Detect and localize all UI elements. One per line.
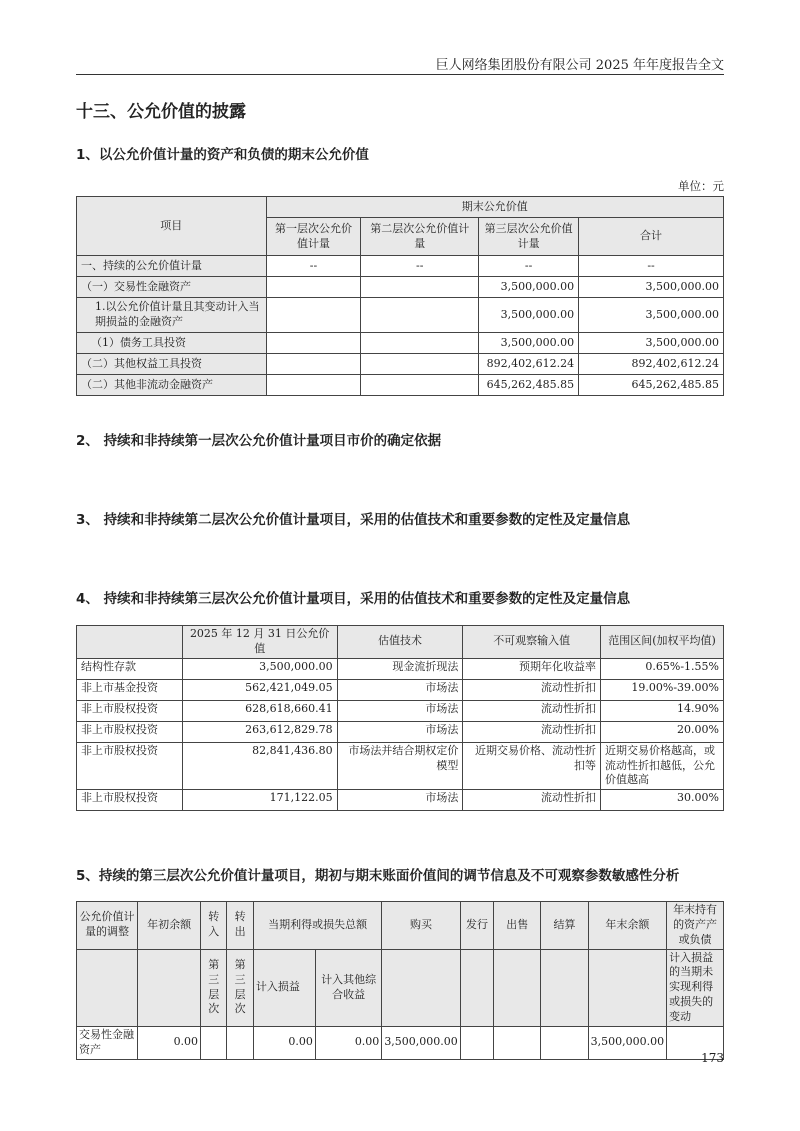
total-value: 3,500,000.00	[579, 333, 724, 354]
unobservable-input: 流动性折扣	[463, 721, 601, 742]
row-label: 非上市基金投资	[77, 679, 183, 700]
valuation-technique: 现金流折现法	[337, 658, 463, 679]
col-pl-oci: 计入其他综合收益	[315, 949, 381, 1026]
settle-value	[541, 1026, 588, 1059]
table-row	[77, 256, 724, 277]
fair-value: 562,421,049.05	[182, 679, 337, 700]
col-total: 合计	[579, 218, 724, 256]
col-buy: 购买	[382, 902, 460, 950]
row-label: 一、持续的公允价值计量	[77, 256, 267, 277]
blank-cell	[588, 949, 666, 1026]
col-l3: 第三层次公允价值计量	[479, 218, 579, 256]
in-value	[201, 1026, 227, 1059]
fair-value: 3,500,000.00	[182, 658, 337, 679]
row-label: 非上市股权投资	[77, 700, 183, 721]
sub2-title: 2、 持续和非持续第一层次公允价值计量项目市价的确定依据	[76, 433, 442, 449]
range-value: 0.65%-1.55%	[601, 658, 724, 679]
profit-value: 0.00	[253, 1026, 315, 1059]
table-row	[77, 333, 724, 354]
col-issue: 发行	[460, 902, 493, 950]
l2-value	[361, 333, 479, 354]
row-label: 结构性存款	[77, 658, 183, 679]
row-label: （二）其他非流动金融资产	[77, 375, 267, 396]
fair-value: 263,612,829.78	[182, 721, 337, 742]
col-pl-profit: 计入损益	[253, 949, 315, 1026]
unobservable-input: 流动性折扣	[463, 700, 601, 721]
section-title: 十三、公允价值的披露	[76, 102, 246, 122]
table-row	[77, 1026, 724, 1059]
header-rule	[76, 74, 724, 75]
l2-value	[361, 298, 479, 333]
valuation-technique-table	[76, 625, 724, 811]
valuation-technique: 市场法	[337, 700, 463, 721]
table-row	[77, 375, 724, 396]
unobservable-input: 近期交易价格、流动性折扣等	[463, 742, 601, 790]
l2-value	[361, 277, 479, 298]
range-value: 20.00%	[601, 721, 724, 742]
blank-cell	[541, 949, 588, 1026]
col-sell: 出售	[494, 902, 541, 950]
table-row	[77, 298, 724, 333]
fair-value: 82,841,436.80	[182, 742, 337, 790]
col-l2: 第二层次公允价值计量	[361, 218, 479, 256]
table-subheader-row	[77, 949, 724, 1026]
col-input: 不可观察输入值	[463, 626, 601, 659]
total-value: 892,402,612.24	[579, 354, 724, 375]
row-label: 1.以公允价值计量且其变动计入当期损益的金融资产	[77, 298, 267, 333]
range-value: 14.90%	[601, 700, 724, 721]
col-out-sub: 第三层次	[227, 949, 253, 1026]
row-label: （二）其他权益工具投资	[77, 354, 267, 375]
l1-value: --	[266, 256, 361, 277]
col-fv: 2025 年 12 月 31 日公允价值	[182, 626, 337, 659]
blank-cell	[138, 949, 201, 1026]
l1-value	[266, 298, 361, 333]
valuation-technique: 市场法	[337, 721, 463, 742]
range-value: 近期交易价格越高，或流动性折扣越低，公允价值越高	[601, 742, 724, 790]
blank-cell	[77, 949, 138, 1026]
sub5-title: 5、持续的第三层次公允价值计量项目，期初与期末账面价值间的调节信息及不可观察参数敏感性分析	[76, 868, 680, 884]
col-tech: 估值技术	[337, 626, 463, 659]
l2-value: --	[361, 256, 479, 277]
page-number: 173	[701, 1051, 724, 1065]
l3-value: 3,500,000.00	[479, 333, 579, 354]
buy-value: 3,500,000.00	[382, 1026, 460, 1059]
fair-value: 628,618,660.41	[182, 700, 337, 721]
row-label: 非上市股权投资	[77, 790, 183, 811]
blank-cell	[382, 949, 460, 1026]
col-pl-total: 当期利得或损失总额	[253, 902, 381, 950]
table-row	[77, 658, 724, 679]
col-in: 转入	[201, 902, 227, 950]
table-header-row	[77, 197, 724, 218]
row-label: 交易性金融资产	[77, 1026, 138, 1059]
col-open: 年初余额	[138, 902, 201, 950]
report-header-title: 巨人网络集团股份有限公司 2025 年年度报告全文	[435, 58, 724, 73]
table-row	[77, 700, 724, 721]
table-header-row	[77, 626, 724, 659]
unobservable-input: 流动性折扣	[463, 679, 601, 700]
row-label: 非上市股权投资	[77, 742, 183, 790]
total-value: 3,500,000.00	[579, 298, 724, 333]
col-l1: 第一层次公允价值计量	[266, 218, 361, 256]
l3-value: --	[479, 256, 579, 277]
valuation-technique: 市场法	[337, 679, 463, 700]
range-value: 19.00%-39.00%	[601, 679, 724, 700]
blank-cell	[460, 949, 493, 1026]
l2-value	[361, 375, 479, 396]
total-value: 645,262,485.85	[579, 375, 724, 396]
row-label: （一）交易性金融资产	[77, 277, 267, 298]
valuation-technique: 市场法并结合期权定价模型	[337, 742, 463, 790]
total-value: --	[579, 256, 724, 277]
table-row	[77, 679, 724, 700]
col-blank	[77, 626, 183, 659]
row-label: 非上市股权投资	[77, 721, 183, 742]
table-row	[77, 790, 724, 811]
fair-value-table	[76, 196, 724, 396]
l3-value: 3,500,000.00	[479, 277, 579, 298]
sub1-title: 1、以公允价值计量的资产和负债的期末公允价值	[76, 147, 369, 163]
issue-value	[460, 1026, 493, 1059]
l1-value	[266, 375, 361, 396]
table-row	[77, 354, 724, 375]
blank-cell	[494, 949, 541, 1026]
col-out: 转出	[227, 902, 253, 950]
open-value: 0.00	[138, 1026, 201, 1059]
l3-value: 3,500,000.00	[479, 298, 579, 333]
col-range: 范围区间(加权平均值)	[601, 626, 724, 659]
unit-label: 单位：元	[678, 179, 724, 193]
total-value: 3,500,000.00	[579, 277, 724, 298]
col-group: 期末公允价值	[266, 197, 723, 218]
close-value: 3,500,000.00	[588, 1026, 666, 1059]
col-settle: 结算	[541, 902, 588, 950]
sub4-title: 4、 持续和非持续第三层次公允价值计量项目，采用的估值技术和重要参数的定性及定量信息	[76, 591, 631, 607]
reconciliation-table	[76, 901, 724, 1060]
sub3-title: 3、 持续和非持续第二层次公允价值计量项目，采用的估值技术和重要参数的定性及定量信息	[76, 512, 631, 528]
out-value	[227, 1026, 253, 1059]
table-row	[77, 277, 724, 298]
oci-value: 0.00	[315, 1026, 381, 1059]
col-held-sub: 计入损益的当期未实现利得或损失的变动	[667, 949, 724, 1026]
col-adjust: 公允价值计量的调整	[77, 902, 138, 950]
fair-value: 171,122.05	[182, 790, 337, 811]
col-in-sub: 第三层次	[201, 949, 227, 1026]
col-close: 年末余额	[588, 902, 666, 950]
valuation-technique: 市场法	[337, 790, 463, 811]
col-held: 年末持有的资产产或负债	[667, 902, 724, 950]
l1-value	[266, 333, 361, 354]
range-value: 30.00%	[601, 790, 724, 811]
table-row	[77, 742, 724, 790]
l1-value	[266, 354, 361, 375]
l3-value: 645,262,485.85	[479, 375, 579, 396]
unobservable-input: 预期年化收益率	[463, 658, 601, 679]
unobservable-input: 流动性折扣	[463, 790, 601, 811]
l1-value	[266, 277, 361, 298]
table-header-row	[77, 902, 724, 950]
l3-value: 892,402,612.24	[479, 354, 579, 375]
table-row	[77, 721, 724, 742]
sell-value	[494, 1026, 541, 1059]
l2-value	[361, 354, 479, 375]
row-label: （1）债务工具投资	[77, 333, 267, 354]
col-item: 项目	[77, 197, 267, 256]
